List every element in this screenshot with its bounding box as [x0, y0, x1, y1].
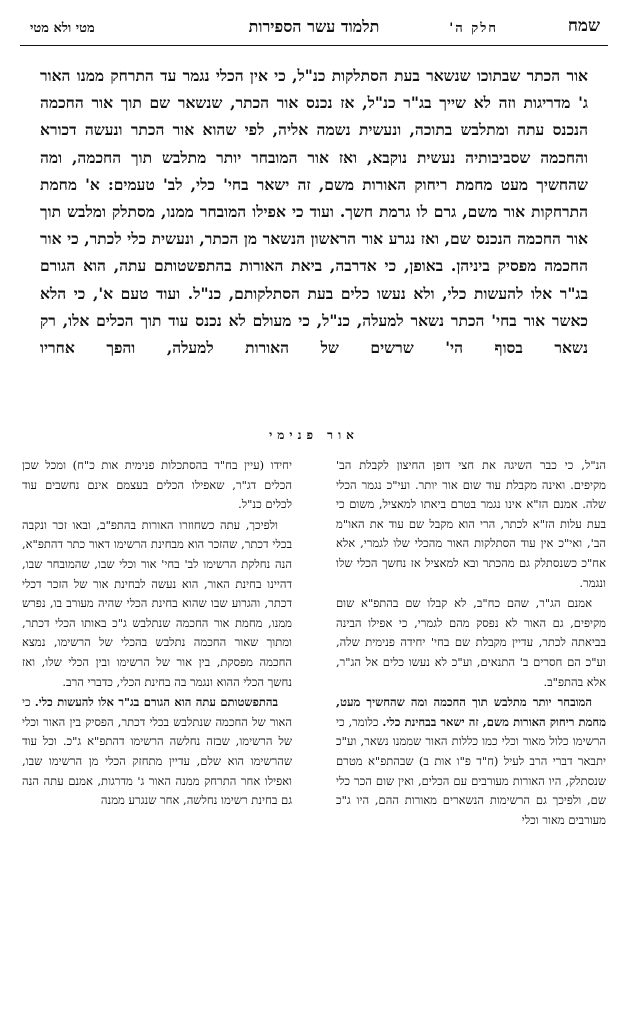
commentary-title: אור פנימי — [269, 428, 359, 442]
topic-heading: מטי ולא מטי — [30, 21, 95, 36]
commentary-paragraph: ולפיכך, עתה כשחוזרו האורות בהתפ"ב, ובאו זכר ונקבה בכלי דכתר, שהזכר הוא מבחינת הרשימו דאור כתר דהתפ"א, הנה נחלקת הרשימו לב' בחי' אור וכלי שבו, שהמובחר שבו, דהיינו בחינת האור, הוא נעשה לבחינת אור של הזכר דכלי דכתר, והגרוע שבו שהוא בחינת הכלי שהיה מעורב בו, נפרש ממנו, מחמת אור החכמה שנתלבש ג"כ באותו הכלי דכתר, ומתוך שאור החכמה נתלבש בהכלי של הרשימו, נמצא החכמה מפסקת, בין אור של הרשימו ובין הכלי שלו, ואז נחשך הכלי ההוא ונגמר בה בחינת הכלי, כדברי הרב. — [22, 517, 292, 689]
main-text: אור הכתר שבתוכו שנשאר בעת הסתלקות כנ"ל, כי אין הכלי נגמר עד התרחק ממנו האור ג' מדריגות וזה לא שייך בג"ר כנ"ל, אז נכנס אור הכתר, שנשאר שם תוך אור החכמה הנכנס עתה ומתלבש בתוכה, ונעשית נשמה אליה, לפי שהוא אור הכתר ונעשה דכורא והחכמה שסביבותיה נעשית נוקבא, ואז אור המובחר יותר מתלבש תוך החכמה, ומה שהחשיך מעט מחמת ריחוק האורות משם, זה ישאר בחי' כלי, לב' טעמים: א' מחמת התרחקות אור משם, גרם לו גרמת חשך. ועוד כי אפילו המובחר ממנו, מסתלק ומלבש תוך אור החכמה הנכנס שם, ואז נגרע אור הראשון הנשאר מן הכתר, ונעשית כלי לכתר, כי אור החכמה מפסיק ביניהן. באופן, כי אדרבה, ביאת האורות בהתפשטותם עתה, הוא הגורם בג"ר אלו להעשות כלי, ולא נעשו כלים בעת הסתלקותם, כנ"ל. ועוד טעם א', כי הלא כאשר אור בחי' הכתר נשאר למעלה, כנ"ל, כי מעולם לא נכנס עוד תוך הכלים אלו, רק נשאר בסוף הי' שרשים של האורות למעלה, והפך אחריו — [40, 66, 588, 358]
quoted-lemma: בהתפשטותם עתה הוא הגורם בג"ר אלו להעשות כלי. — [34, 695, 279, 710]
commentary-paragraph: הנ"ל, כי כבר השיגה את חצי דופן החיצון לקבלת הב' מקיפים. ואינה מקבלת עוד שום אור יותר. ועי"כ נגמר הכלי שלה. אמנם הז"א אינו נגמר בטרם ביאתו למאציל, משום כי בעת עלות הז"א לכתר, הרי הוא מקבל שם עוד את האו"מ הב', ואי"כ אין עוד הסתלקות האור מהכלי שלו לגמרי, אלא אח"כ כשנסתלק גם מהכתר ובא למאציל אז נחשך הכלי שלו ונגמר. — [336, 458, 606, 590]
page-number: שמח — [567, 16, 600, 36]
commentary-text: כלומר, כי הרשימו כלול מאור וכלי כמו כללות האור שממנו נשאר, וע"כ יתבאר דברי הרב לעיל (ח"ד פ"ו אות ב) שבהתפ"א מטרם שנסתלק, היו האורות מעורבים עם הכלים, ואין שום הכר כלי שם, ולפיכך גם הרשימות הנשארים מאורות ההם, היו ג"כ מעורבים מאור וכלי — [336, 714, 606, 827]
commentary-text: כי האור של החכמה שנתלבש בכלי דכתר, הפסיק בין האור וכלי של הרשימו, שבזה נחלשה הרשימו דהתפ"א ג"כ. וכל עוד שהרשימו הוא שלם, עדיין מתחזק הכלי מן הרשימו שבו, ואפילו אחר התרחק ממנה האור ג' מדרגות, אמנם עתה הנה גם בחינת רשימו נחלשה, אחר שנגרע ממנה — [22, 695, 292, 808]
quoted-lemma: המובחר יותר מתלבש תוך החכמה ומה שהחשיך מעט, מחמת ריחוק האורות משם, זה ישאר בבחינת כלי. — [336, 695, 607, 729]
book-title: תלמוד עשר הספירות — [248, 17, 380, 36]
commentary-left-column — [22, 456, 292, 812]
commentary-paragraph — [22, 693, 292, 811]
part-label: חלק ה' — [449, 21, 498, 36]
commentary-paragraph — [336, 693, 606, 830]
commentary-paragraph: יחידו (עיין בח"ד בהסתכלות פנימית אות כ"ח) ומכל שכן הכלים דג"ר, שאפילו הכלים בעצמם אינם נחשבים עוד לכלים כנ"ל. — [22, 458, 292, 512]
commentary-right-column — [336, 456, 606, 831]
header-rule — [20, 45, 608, 46]
commentary-paragraph: אמנם הג"ר, שהם כח"ב, לא קבלו שם בהתפ"א שום מקיפים, גם האור לא נפסק מהם לגמרי, כי אפילו הבינה בביאתה לכתר, עדיין מקבלת שם בחי' יחידה פנימית שלה, וע"כ הם חסרים ב' התנאים, וע"כ לא נעשו כלים אל הג"ר, אלא בהתפ"ב. — [336, 596, 606, 689]
running-header — [20, 6, 608, 46]
